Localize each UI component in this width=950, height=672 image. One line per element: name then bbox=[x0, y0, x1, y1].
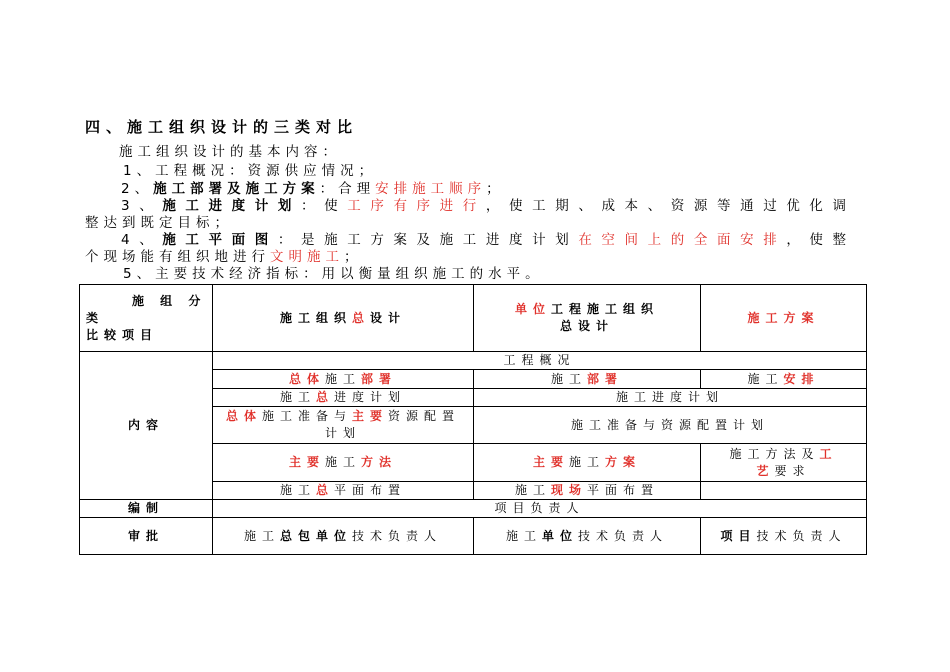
item-4-line2a: 个现场能有组织地进行 bbox=[85, 249, 270, 265]
r4-c1-mid: 施工准备与 bbox=[261, 409, 352, 423]
r5-c3-b: 要求 bbox=[774, 463, 811, 478]
r3-c1-red: 总 bbox=[315, 390, 334, 404]
corner-mid: 类 bbox=[86, 310, 105, 325]
r2-c2-red: 部署 bbox=[587, 371, 624, 386]
approve-label: 审批 bbox=[80, 518, 213, 555]
r3-c1-b: 进度计划 bbox=[334, 390, 407, 404]
r6-c2-a: 施工 bbox=[514, 483, 551, 497]
item-3-line2: 整达到既定目标； bbox=[85, 215, 233, 231]
r5-c2-mid: 施工 bbox=[568, 455, 605, 469]
item-4-text: ：是施工方案及施工进度计划 bbox=[277, 232, 579, 248]
r6-c1 bbox=[213, 482, 474, 500]
corner-header bbox=[80, 285, 213, 352]
header-col1-a: 施工组织 bbox=[279, 310, 352, 325]
r6-c1-a: 施工 bbox=[279, 483, 316, 497]
r3-c23: 施工进度计划 bbox=[474, 389, 867, 407]
header-col2-red: 单位 bbox=[514, 302, 551, 316]
header-col3: 施工方案 bbox=[701, 285, 867, 352]
r6-c1-red: 总 bbox=[315, 483, 334, 497]
approve-c3-b: 技术负责人 bbox=[756, 528, 847, 543]
item-4-red: 在空间上的全面安排 bbox=[578, 232, 787, 248]
table-row bbox=[80, 518, 867, 555]
approve-c2-b: 技术负责人 bbox=[578, 528, 669, 543]
r5-c2-red2: 方案 bbox=[605, 455, 642, 469]
corner-bottom: 比较项目 bbox=[86, 327, 159, 342]
r4-c1-red2: 主要 bbox=[352, 409, 389, 423]
r2-c3 bbox=[701, 370, 867, 389]
r4-c1 bbox=[213, 407, 474, 444]
item-1: 1、工程概况：资源供应情况； bbox=[123, 163, 378, 179]
item-2-text: ：合理 bbox=[319, 181, 376, 197]
r6-c2-b: 平面布置 bbox=[587, 483, 660, 497]
header-col2-line2: 总设计 bbox=[559, 319, 614, 333]
item-3-num: 3、 bbox=[121, 198, 163, 214]
approve-c1-bold: 总包单位 bbox=[279, 528, 352, 543]
r1-cell: 工程概况 bbox=[213, 352, 867, 370]
r6-c2 bbox=[474, 482, 701, 500]
item-2-bold: 施工部署及施工方案 bbox=[153, 181, 320, 197]
approve-c3-bold: 项目 bbox=[720, 528, 757, 543]
r5-c1-red1: 主要 bbox=[288, 455, 325, 469]
r5-c3-red1: 工 bbox=[819, 446, 838, 461]
item-2-num: 2、 bbox=[121, 181, 154, 197]
table-header-row bbox=[80, 285, 867, 352]
item-4-line2red: 文明施工 bbox=[270, 249, 344, 265]
item-3-red: 工序有序进行 bbox=[347, 198, 486, 214]
approve-c2-a: 施工 bbox=[505, 528, 542, 543]
item-2-red: 安排施工顺序 bbox=[375, 181, 487, 197]
item-3-bold: 施工进度计划 bbox=[162, 198, 301, 214]
r5-c1-mid: 施工 bbox=[324, 455, 361, 469]
approve-c1-b: 技术负责人 bbox=[352, 528, 443, 543]
r5-c3-red2: 艺 bbox=[756, 463, 775, 478]
item-4-num: 4、 bbox=[121, 232, 163, 248]
r2-c1 bbox=[213, 370, 474, 389]
r2-c3-a: 施工 bbox=[747, 371, 784, 386]
r6-c1-b: 平面布置 bbox=[334, 483, 407, 497]
item-4-bold: 施工平面图 bbox=[162, 232, 278, 248]
approve-c1-a: 施工 bbox=[243, 528, 280, 543]
item-4-rest: ，使整 bbox=[786, 232, 852, 248]
intro-line: 施工组织设计的基本内容： bbox=[119, 144, 341, 160]
item-3-rest: ，使工期、成本、资源等通过优化调 bbox=[485, 198, 852, 214]
item-4-line2end: ； bbox=[344, 249, 363, 265]
r5-c3 bbox=[701, 444, 867, 482]
item-5: 5、主要技术经济指标：用以衡量组织施工的水平。 bbox=[123, 266, 544, 282]
compile-label: 编制 bbox=[80, 500, 213, 518]
approve-c2 bbox=[474, 518, 701, 555]
comparison-table bbox=[79, 284, 867, 555]
r3-c1 bbox=[213, 389, 474, 407]
header-col2-a: 工程施工组织 bbox=[551, 302, 660, 316]
r2-c1-red2: 部署 bbox=[361, 371, 398, 386]
corner-top: 施 组 分 bbox=[132, 293, 207, 308]
r2-c1-mid: 施工 bbox=[324, 371, 361, 386]
r5-c2-red1: 主要 bbox=[532, 455, 569, 469]
r5-c3-a: 施工方法及 bbox=[729, 446, 820, 461]
item-3-text: ：使 bbox=[300, 198, 348, 214]
approve-c1 bbox=[213, 518, 474, 555]
approve-c2-bold: 单位 bbox=[541, 528, 578, 543]
r2-c1-red1: 总体 bbox=[288, 371, 325, 386]
r5-c1 bbox=[213, 444, 474, 482]
r6-c2-red: 现场 bbox=[550, 483, 587, 497]
table-row bbox=[80, 352, 867, 370]
r4-c1-b: 资源配置计划 bbox=[324, 409, 461, 440]
content-label: 内容 bbox=[80, 352, 213, 500]
header-col1-b: 设计 bbox=[370, 310, 407, 325]
r2-c2 bbox=[474, 370, 701, 389]
table-row bbox=[80, 500, 867, 518]
r2-c2-a: 施工 bbox=[550, 371, 587, 386]
header-col1-red: 总 bbox=[351, 310, 370, 325]
compile-value: 项目负责人 bbox=[213, 500, 867, 518]
r5-c2 bbox=[474, 444, 701, 482]
header-col2 bbox=[474, 285, 701, 352]
r3-c1-a: 施工 bbox=[279, 390, 316, 404]
r4-c1-red1: 总体 bbox=[225, 409, 262, 423]
approve-c3 bbox=[701, 518, 867, 555]
r2-c3-red: 安排 bbox=[783, 371, 820, 386]
r5-c1-red2: 方法 bbox=[361, 455, 398, 469]
r4-c23: 施工准备与资源配置计划 bbox=[474, 407, 867, 444]
header-col1 bbox=[213, 285, 474, 352]
r6-c3 bbox=[701, 482, 867, 500]
section-heading: 四、施工组织设计的三类对比 bbox=[85, 118, 359, 136]
item-2-end: ； bbox=[486, 181, 505, 197]
